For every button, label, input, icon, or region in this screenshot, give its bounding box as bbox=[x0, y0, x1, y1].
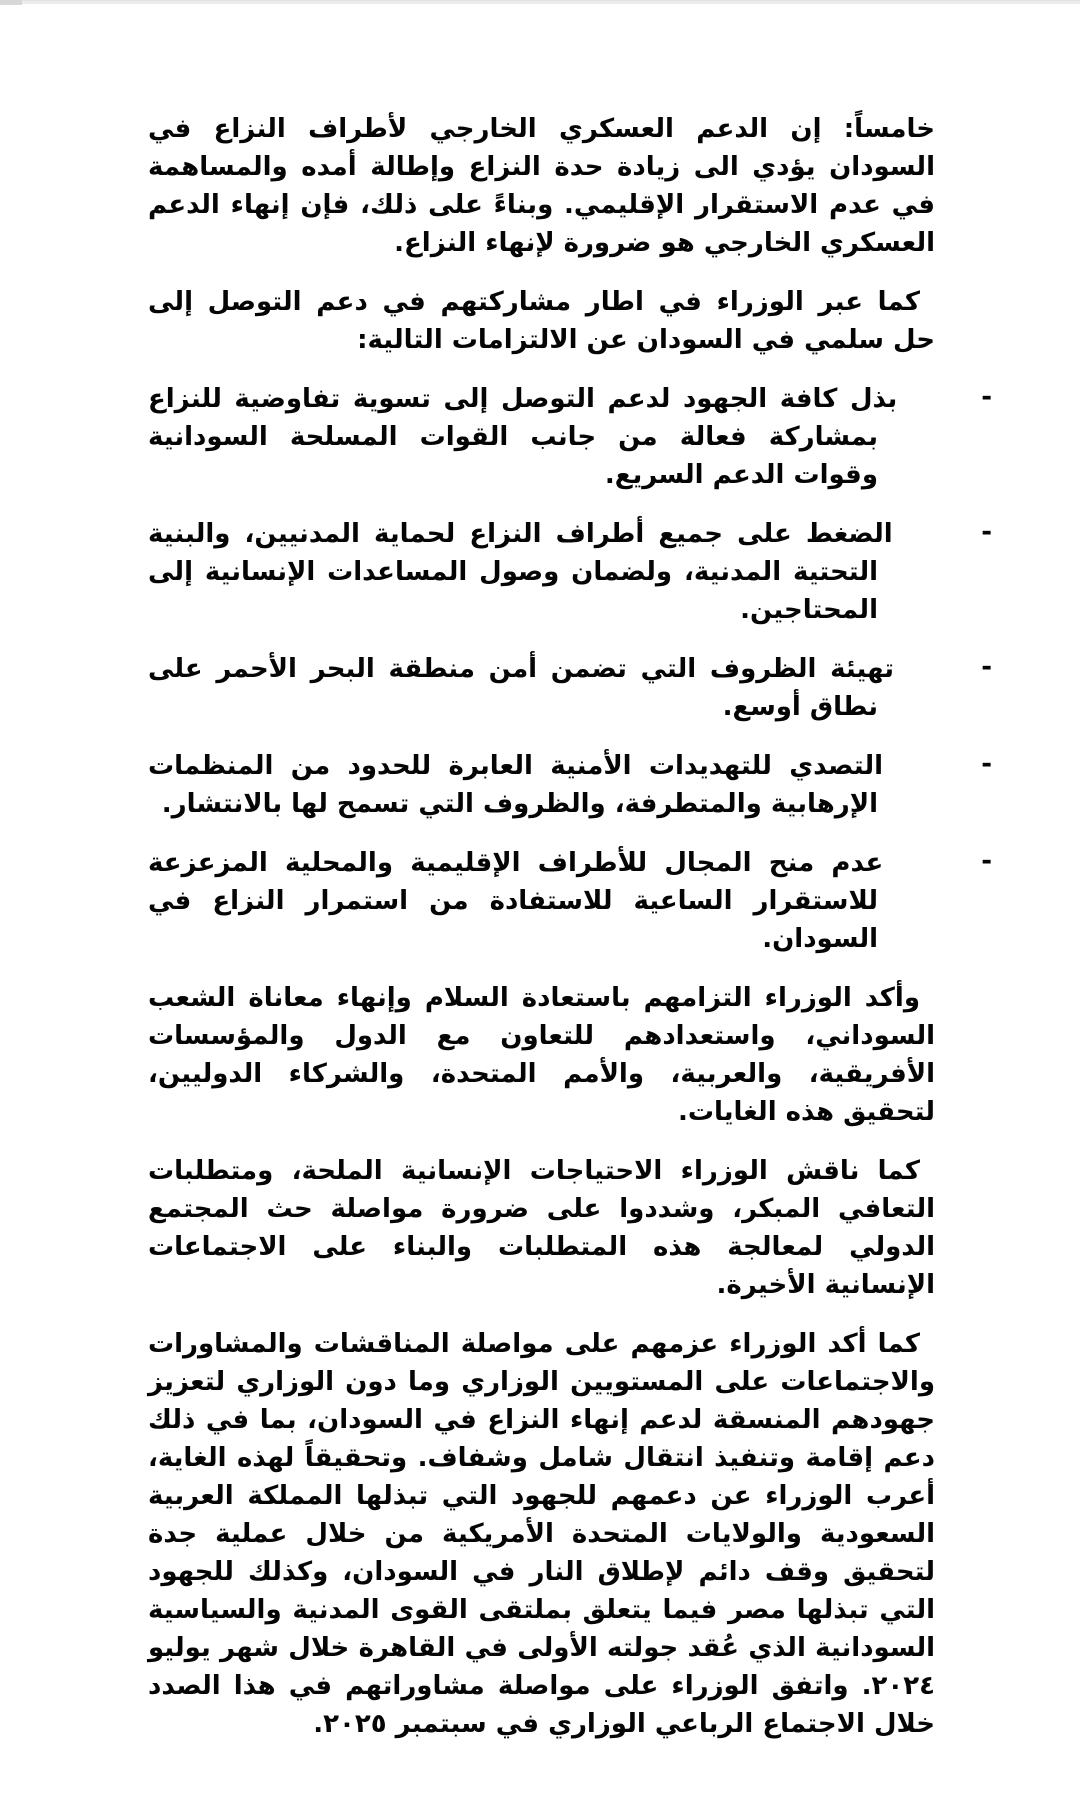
bullet-text: التصدي للتهديدات الأمنية العابرة للحدود من المنظمات الإرهابية والمتطرفة، والظروف التي تسمح لها بالانتشار. bbox=[148, 751, 883, 819]
bullet-item: - الضغط على جميع أطراف النزاع لحماية المدنيين، والبنية التحتية المدنية، ولضمان وصول المساعدات الإنسانية إلى المحتاجين. bbox=[148, 517, 992, 625]
paragraph: كما أكد الوزراء عزمهم على مواصلة المناقشات والمشاورات والاجتماعات على المستويين الوزاري وما دون الوزاري لتعزيز جهودهم المنسقة لدعم إنهاء النزاع في السودان، بما في ذلك دعم إقامة وتنفيذ انتقال شامل وشفاف. وتحقيقاً لهذه الغاية، أعرب الوزراء عن دعمهم للجهود التي تبذلها المملكة العربية السعودية والولايات المتحدة الأمريكية من خلال عملية جدة لتحقيق وقف دائم لإطلاق النار في السودان، وكذلك للجهود التي تبذلها مصر فيما يتعلق بملتقى القوى المدنية والسياسية السودانية الذي عُقد جولته الأولى في القاهرة خلال شهر يوليو ٢٠٢٤. واتفق الوزراء على مواصلة مشاوراتهم في هذا الصدد خلال الاجتماع الرباعي الوزاري في سبتمبر ٢٠٢٥. bbox=[148, 1329, 935, 1739]
bullet-text: بذل كافة الجهود لدعم التوصل إلى تسوية تفاوضية للنزاع بمشاركة فعالة من جانب القوات المسلحة السودانية وقوات الدعم السريع. bbox=[148, 384, 898, 490]
paragraph: كما ناقش الوزراء الاحتياجات الإنسانية الملحة، ومتطلبات التعافي المبكر، وشددوا على ضرورة مواصلة حث المجتمع الدولي لمعالجة هذه المتطلبات والبناء على الاجتماعات الإنسانية الأخيرة. bbox=[148, 1156, 935, 1300]
bullet-item: - تهيئة الظروف التي تضمن أمن منطقة البحر الأحمر على نطاق أوسع. bbox=[148, 652, 992, 722]
scan-edge-corner-artifact bbox=[0, 0, 22, 5]
bullet-text: تهيئة الظروف التي تضمن أمن منطقة البحر الأحمر على نطاق أوسع. bbox=[148, 654, 894, 722]
paragraph: وأكد الوزراء التزامهم باستعادة السلام وإنهاء معاناة الشعب السوداني، واستعدادهم للتعاون مع الدول والمؤسسات الأفريقية، والعربية، والأمم المتحدة، والشركاء الدوليين، لتحقيق هذه الغايات. bbox=[148, 983, 935, 1127]
bullet-text: عدم منح المجال للأطراف الإقليمية والمحلية المزعزعة للاستقرار الساعية للاستفادة من استمرار النزاع في السودان. bbox=[148, 848, 884, 954]
scan-edge-artifact bbox=[0, 0, 1080, 4]
bullet-item: - عدم منح المجال للأطراف الإقليمية والمحلية المزعزعة للاستقرار الساعية للاستفادة من استمرار النزاع في السودان. bbox=[148, 846, 992, 954]
bullet-text: الضغط على جميع أطراف النزاع لحماية المدنيين، والبنية التحتية المدنية، ولضمان وصول المساعدات الإنسانية إلى المحتاجين. bbox=[148, 519, 893, 625]
paragraph: كما عبر الوزراء في اطار مشاركتهم في دعم التوصل إلى حل سلمي في السودان عن الالتزامات التالية: bbox=[148, 287, 935, 355]
bullet-item: - التصدي للتهديدات الأمنية العابرة للحدود من المنظمات الإرهابية والمتطرفة، والظروف التي تسمح لها بالانتشار. bbox=[148, 749, 992, 819]
bullet-item: - بذل كافة الجهود لدعم التوصل إلى تسوية تفاوضية للنزاع بمشاركة فعالة من جانب القوات المسلحة السودانية وقوات الدعم السريع. bbox=[148, 382, 993, 490]
paragraph: خامساً: إن الدعم العسكري الخارجي لأطراف النزاع في السودان يؤدي الى زيادة حدة النزاع وإطالة أمده والمساهمة في عدم الاستقرار الإقليمي. وبناءً على ذلك، فإن إنهاء الدعم العسكري الخارجي هو ضرورة لإنهاء النزاع. bbox=[148, 114, 935, 258]
